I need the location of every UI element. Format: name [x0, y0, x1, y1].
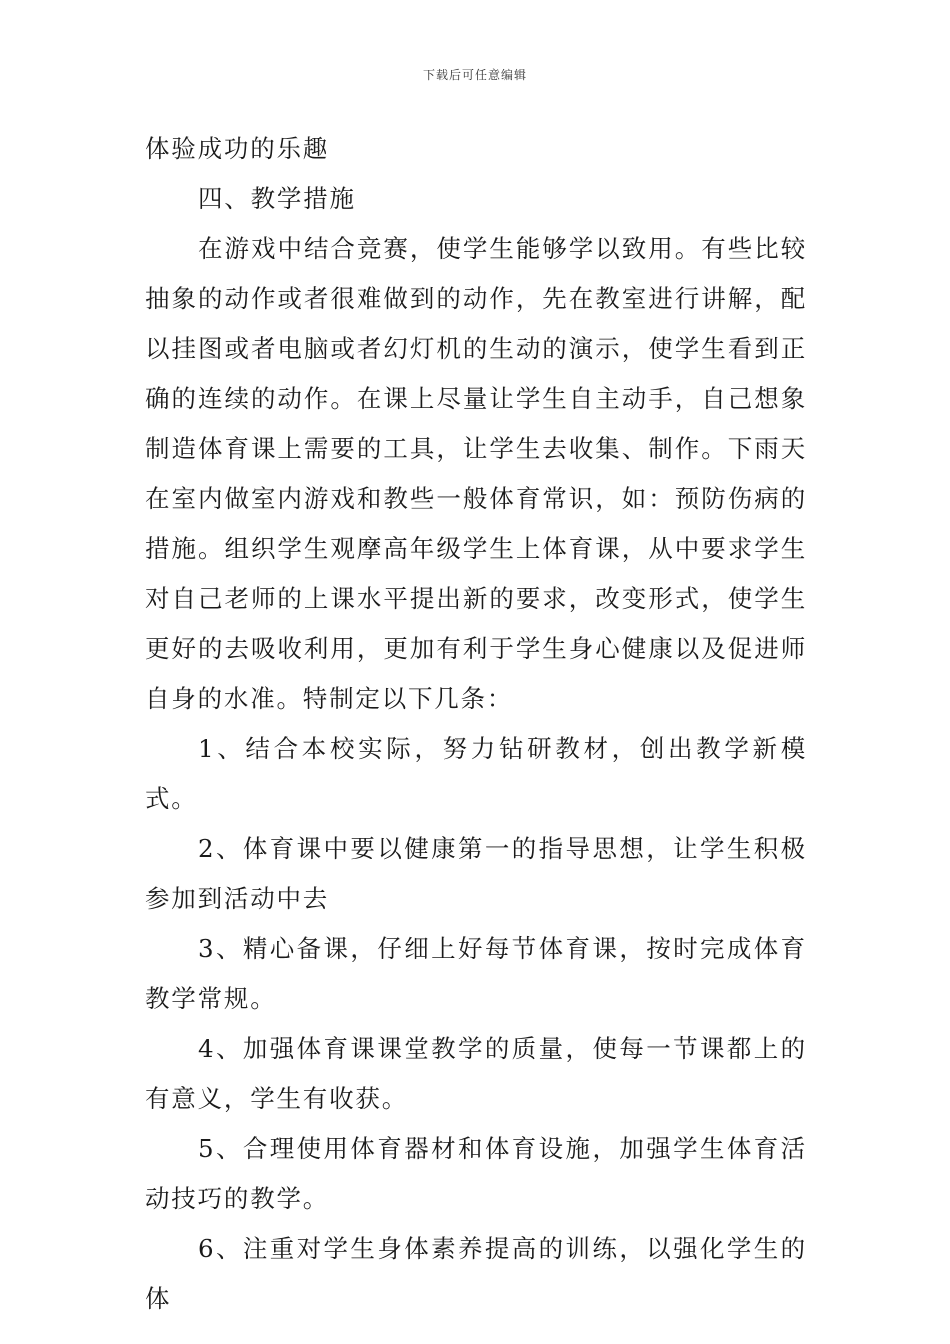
list-item-3: 3、精心备课，仔细上好每节体育课，按时完成体育教学常规。	[145, 934, 807, 1013]
list-item-6: 6、注重对学生身体素养提高的训练，以强化学生的体	[145, 1234, 807, 1313]
document-body	[145, 124, 807, 1324]
list-item-4: 4、加强体育课课堂教学的质量，使每一节课都上的有意义，学生有收获。	[145, 1034, 807, 1113]
list-item-5: 5、合理使用体育器材和体育设施，加强学生体育活动技巧的教学。	[145, 1134, 807, 1213]
list-item-2: 2、体育课中要以健康第一的指导思想，让学生积极参加到活动中去	[145, 834, 807, 913]
paragraph-measures: 在游戏中结合竞赛，使学生能够学以致用。有些比较抽象的动作或者很难做到的动作，先在教室进行讲解，配以挂图或者电脑或者幻灯机的生动的演示，使学生看到正确的连续的动作。在课上尽量让学生自主动手，自己想象制造体育课上需要的工具，让学生去收集、制作。下雨天在室内做室内游戏和教些一般体育常识，如：预防伤病的措施。组织学生观摩高年级学生上体育课，从中要求学生对自己老师的上课水平提出新的要求，改变形式，使学生更好的去吸收利用，更加有利于学生身心健康以及促进师自身的水准。特制定以下几条：	[145, 234, 807, 713]
list-item-1: 1、结合本校实际，努力钻研教材，创出教学新模式。	[145, 734, 807, 813]
page-header: 下载后可任意编辑	[422, 68, 527, 82]
paragraph-continuation: 体验成功的乐趣	[145, 134, 330, 163]
section-heading: 四、教学措施	[198, 184, 356, 213]
